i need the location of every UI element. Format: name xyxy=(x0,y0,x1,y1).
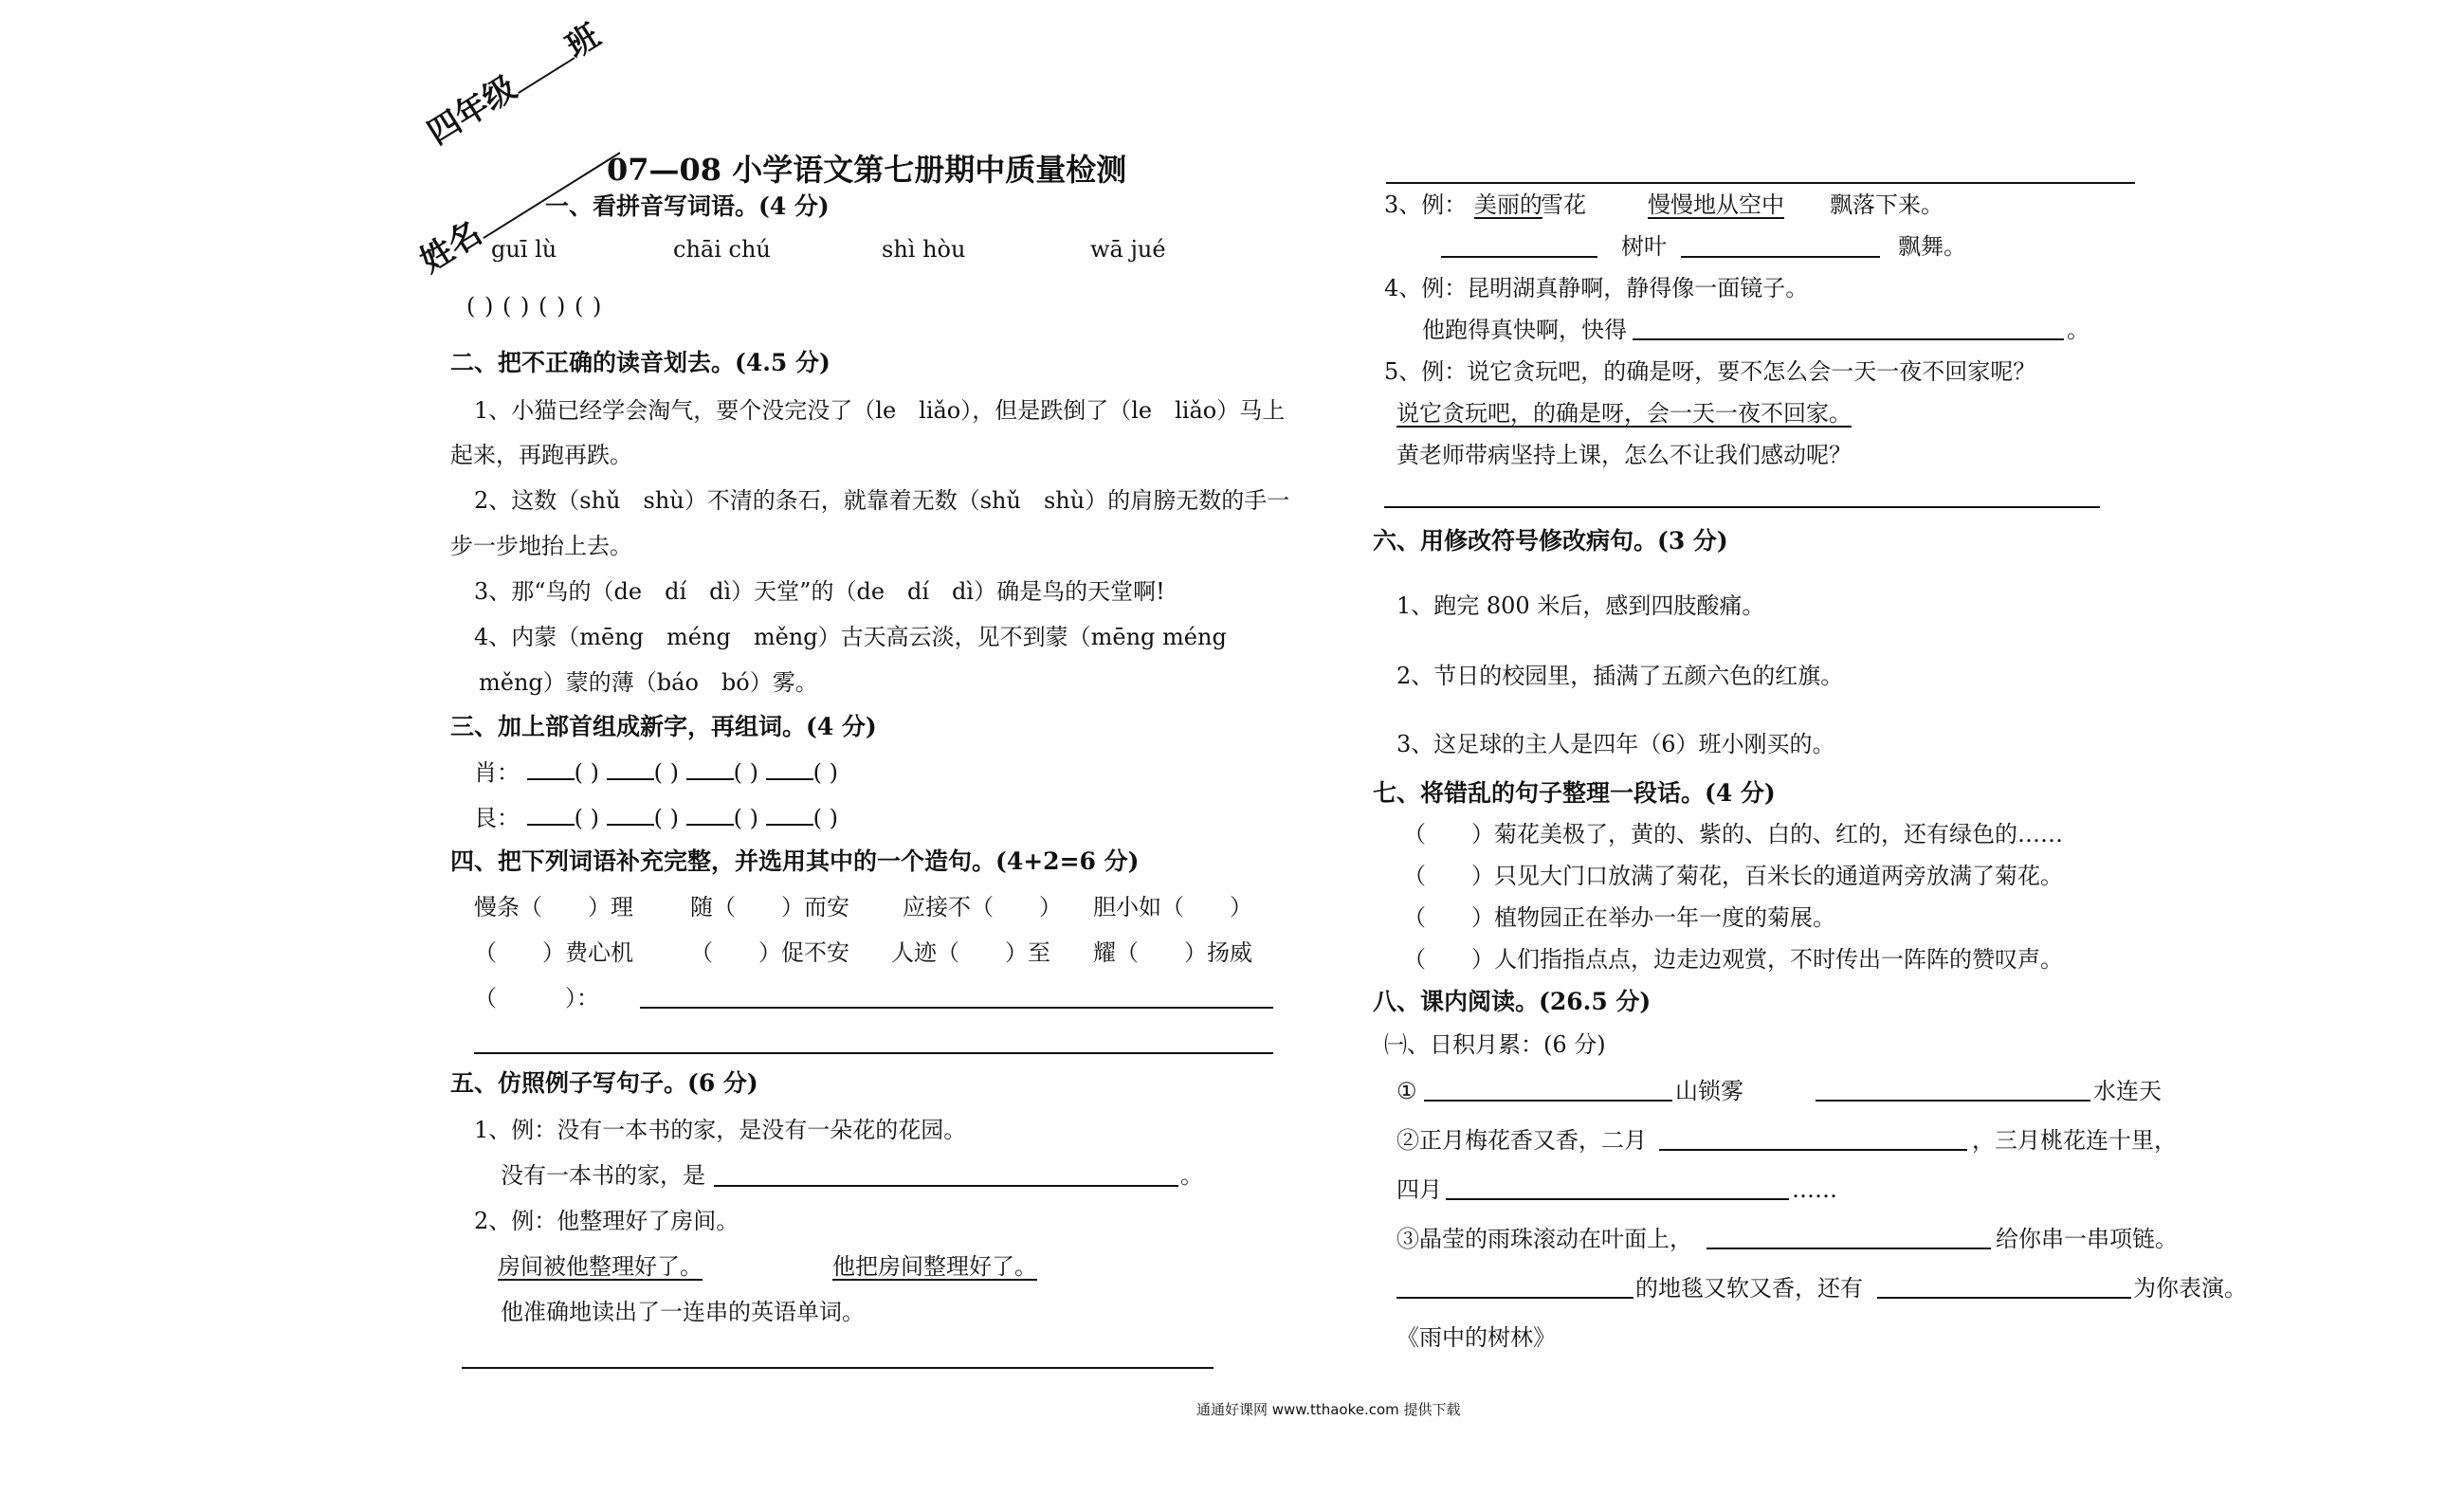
s2-line: 3、那“鸟的（de dí dì）天堂”的（de dí dì）确是鸟的天堂啊! xyxy=(474,578,1165,605)
r-s5-line: 4、例：昆明湖真静啊，静得像一面镜子。 xyxy=(1384,275,1809,301)
r2-b: ，三月桃花连十里， xyxy=(1972,1127,2177,1154)
s2-line: 2、这数（shǔ shù）不清的条石，就靠着无数（shǔ shù）的肩膀无数的手一 xyxy=(474,487,1290,514)
paren: ( ) xyxy=(574,805,599,831)
r4-a: ③晶莹的雨珠滚动在叶面上， xyxy=(1396,1226,1692,1252)
idiom: 慢条（ ）理 xyxy=(474,894,633,920)
s2-line: 4、内蒙（mēng méng měng）古天高云淡，见不到蒙（mēng méng xyxy=(474,624,1227,650)
section-3-heading: 三、加上部首组成新字，再组词。(4 分) xyxy=(450,713,877,740)
s5-line: 没有一本书的家，是 xyxy=(501,1162,705,1189)
answer-line xyxy=(714,1185,1178,1187)
s2-line: 起来，再跑再跌。 xyxy=(450,442,632,468)
grade-label: 四年级 xyxy=(421,68,523,153)
page-title: 07—08 小学语文第七册期中质量检测 xyxy=(607,152,1127,188)
r3-b: …… xyxy=(1792,1176,1837,1203)
r3-a: 四月 xyxy=(1396,1176,1442,1203)
s2-line: 步一步地抬上去。 xyxy=(450,533,632,559)
answer-line xyxy=(1877,1297,2131,1299)
s5-line: 2、例：他整理好了房间。 xyxy=(474,1208,739,1234)
r5-a: 的地毯又软又香，还有 xyxy=(1635,1275,1863,1302)
answer-parens: ( ) ( ) ( ) ( ) xyxy=(466,293,603,319)
r-s5-line: 5、例：说它贪玩吧，的确是呀，要不怎么会一天一夜不回家呢？ xyxy=(1384,358,2036,385)
s2-line: měng）蒙的薄（báo bó）雾。 xyxy=(479,669,818,696)
s8-sub: ㈠、日积月累：(6 分) xyxy=(1384,1031,1606,1058)
grade-stamp xyxy=(417,10,608,154)
section-8-heading: 八、课内阅读。(26.5 分) xyxy=(1373,988,1652,1015)
pinyin-1: guī lù xyxy=(491,236,557,263)
idiom: 耀（ ）扬威 xyxy=(1093,939,1252,966)
r-s5-mid: 树叶 xyxy=(1621,233,1667,260)
sentence-prompt: （ ）： xyxy=(474,985,599,1011)
paren: ( ) xyxy=(733,759,758,786)
paren: ( ) xyxy=(812,759,838,786)
radical-label: 肖： xyxy=(474,759,520,786)
example-answer: 说它贪玩吧，的确是呀，会一天一夜不回家。 xyxy=(1396,400,1852,427)
idiom: 人迹（ ）至 xyxy=(891,939,1050,966)
order-item: （ ）只见大门口放满了菊花，百米长的通道两旁放满了菊花。 xyxy=(1403,863,2063,889)
s2-line: 1、小猫已经学会淘气，要个没完没了（le liǎo），但是跌倒了（le liǎo）马上 xyxy=(474,397,1286,424)
r1-c: 水连天 xyxy=(2093,1078,2162,1104)
answer-line xyxy=(1816,1100,2090,1102)
r-s5-line: 他跑得真快啊，快得 xyxy=(1422,317,1627,343)
example-word: 慢慢地从空中 xyxy=(1648,191,1784,218)
example-answer-b: 他把房间整理好了。 xyxy=(832,1253,1037,1280)
order-item: （ ）植物园正在举办一年一度的菊展。 xyxy=(1403,904,1835,931)
s5-line: 1、例：没有一本书的家，是没有一朵花的花园。 xyxy=(474,1117,967,1143)
r-s5-line xyxy=(1384,191,1542,219)
section-1-heading: 一、看拼音写词语。(4 分) xyxy=(545,192,830,220)
answer-line xyxy=(1386,182,2135,184)
footer-credit: 通通好课网 www.tthaoke.com 提供下载 xyxy=(1196,1401,1461,1418)
sick-sentence: 2、节日的校园里，插满了五颜六色的红旗。 xyxy=(1396,663,1844,689)
paren: ( ) xyxy=(653,759,679,786)
order-item: （ ）菊花美极了，黄的、紫的、白的、红的，还有绿色的…… xyxy=(1403,821,2063,847)
s3-row-1 xyxy=(474,758,838,787)
order-item: （ ）人们指指点点，边走边观赏，不时传出一阵阵的赞叹声。 xyxy=(1403,946,2063,973)
section-7-heading: 七、将错乱的句子整理一段话。(4 分) xyxy=(1373,779,1776,807)
idiom: （ ）费心机 xyxy=(474,939,633,966)
r-s5-end: 。 xyxy=(2067,317,2090,343)
answer-line xyxy=(640,1007,1273,1009)
r-s5-end: 飘舞。 xyxy=(1898,233,1966,260)
answer-line xyxy=(1441,256,1597,258)
idiom: 胆小如（ ） xyxy=(1093,894,1252,920)
section-4-heading: 四、把下列词语补充完整，并选用其中的一个造句。(4+2=6 分) xyxy=(450,847,1140,875)
sick-sentence: 3、这足球的主人是四年（6）班小刚买的。 xyxy=(1396,731,1835,757)
example-answer-a: 房间被他整理好了。 xyxy=(498,1253,703,1280)
sick-sentence: 1、跑完 800 米后，感到四肢酸痛。 xyxy=(1396,592,1765,619)
r5-b: 为你表演。 xyxy=(2133,1275,2247,1302)
name-label: 姓名 xyxy=(413,213,489,281)
pinyin-4: wā jué xyxy=(1090,236,1166,263)
answer-line xyxy=(1707,1248,1991,1249)
idiom: （ ）促不安 xyxy=(690,939,849,966)
s5-line: 。 xyxy=(1180,1162,1203,1189)
idiom: 应接不（ ） xyxy=(903,894,1062,920)
paren: ( ) xyxy=(574,759,599,786)
answer-line xyxy=(1446,1198,1789,1200)
r-s5-line: 黄老师带病坚持上课，怎么不让我们感动呢？ xyxy=(1396,442,1852,468)
paren: ( ) xyxy=(733,805,758,831)
paren: ( ) xyxy=(812,805,838,831)
radical-label: 艮： xyxy=(474,805,520,831)
section-5-heading: 五、仿照例子写句子。(6 分) xyxy=(450,1069,758,1097)
answer-line xyxy=(1384,506,2100,508)
s5-line: 他准确地读出了一连串的英语单词。 xyxy=(501,1299,865,1325)
answer-line xyxy=(1681,256,1880,258)
r1-b: 山锁雾 xyxy=(1675,1078,1743,1104)
r2-a: ②正月梅花香又香，二月 xyxy=(1396,1127,1647,1154)
answer-line xyxy=(1424,1100,1672,1102)
pinyin-2: chāi chú xyxy=(673,236,771,263)
section-6-heading: 六、用修改符号修改病句。(3 分) xyxy=(1373,527,1728,555)
pinyin-3: shì hòu xyxy=(882,236,966,263)
class-label: 班 xyxy=(559,16,608,66)
answer-line xyxy=(1633,338,2064,340)
idiom: 随（ ）而安 xyxy=(690,894,849,920)
section-2-heading: 二、把不正确的读音划去。(4.5 分) xyxy=(450,349,830,376)
answer-line xyxy=(462,1367,1214,1369)
r4-b: 给你串一串项链。 xyxy=(1996,1226,2178,1252)
r1-a: ① xyxy=(1396,1078,1417,1104)
s3-row-2 xyxy=(474,804,838,832)
answer-line xyxy=(474,1052,1273,1054)
answer-line xyxy=(1396,1297,1634,1299)
source-title: 《雨中的树林》 xyxy=(1396,1324,1556,1351)
r-s5-mid: 雪花 xyxy=(1541,191,1586,218)
paren: ( ) xyxy=(653,805,679,831)
example-word: 美丽的 xyxy=(1473,191,1542,218)
answer-line xyxy=(1659,1149,1967,1151)
label: 3、例： xyxy=(1384,191,1468,218)
r-s5-end: 飘落下来。 xyxy=(1830,191,1944,218)
